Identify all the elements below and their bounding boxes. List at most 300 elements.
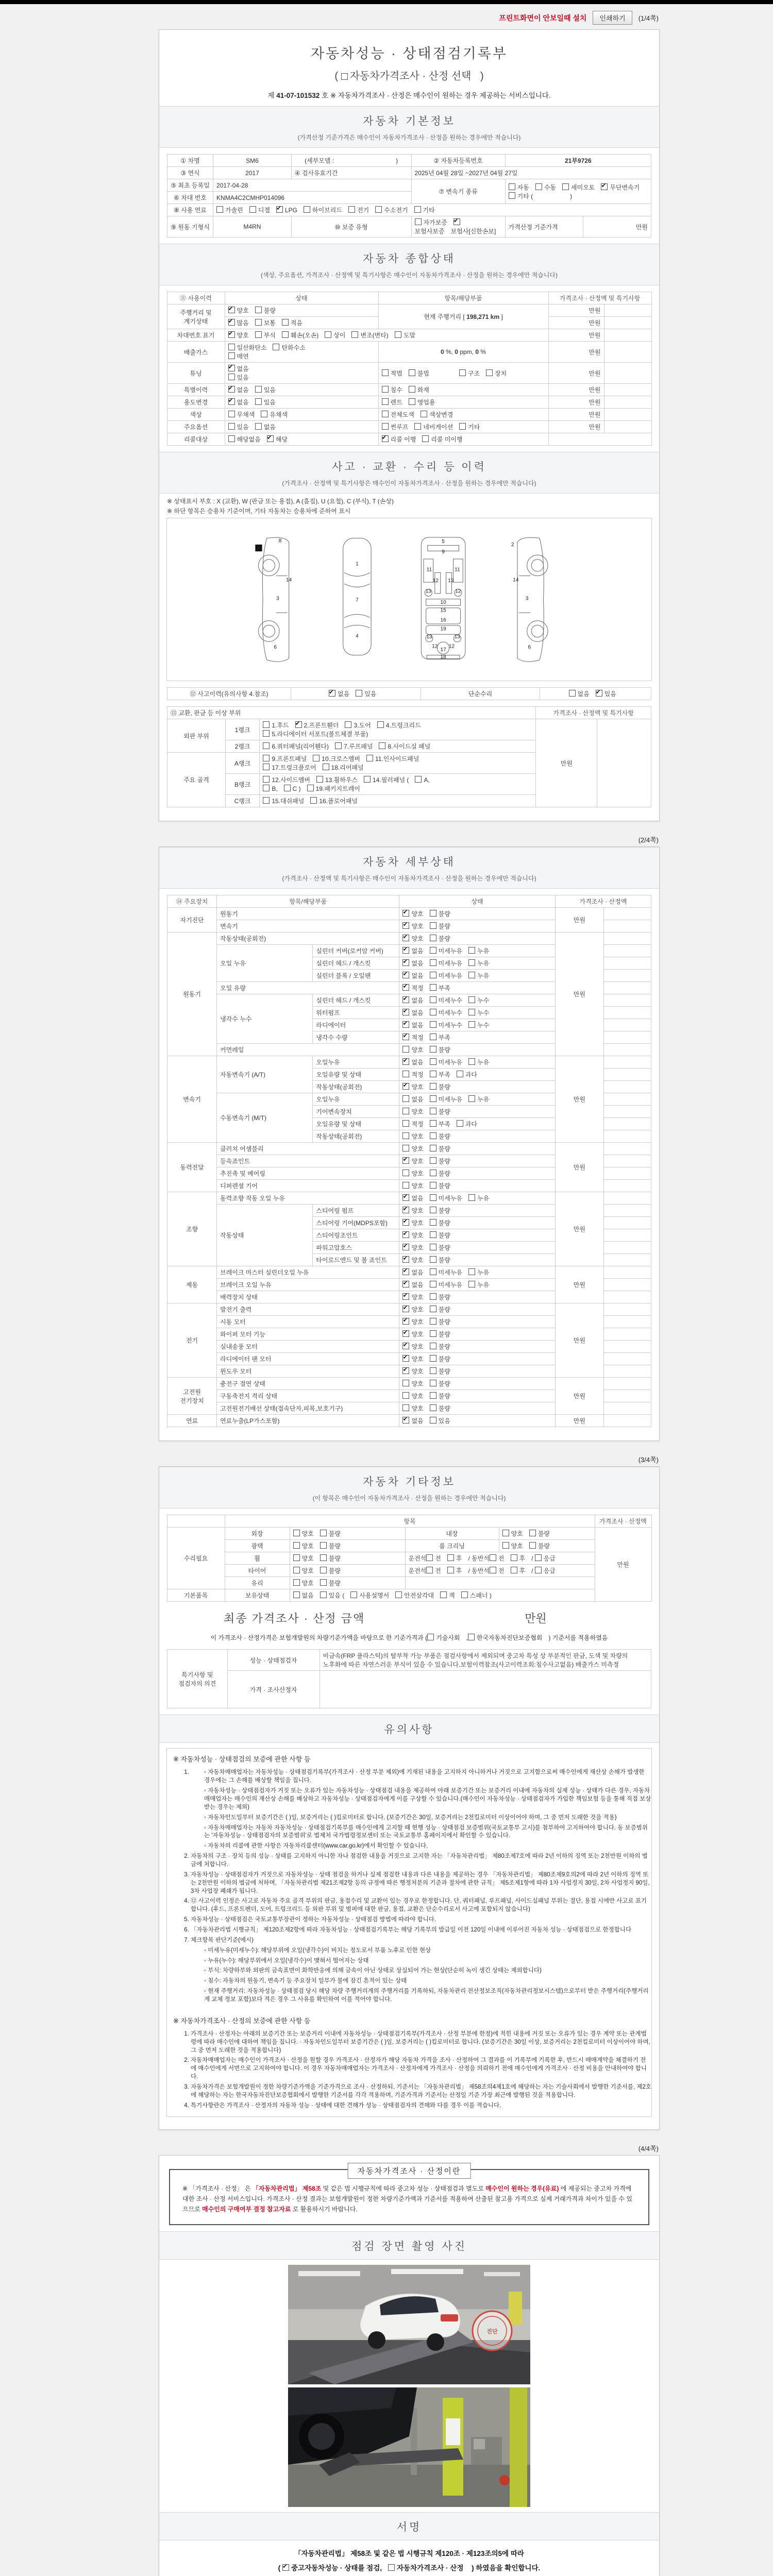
checkbox-checked[interactable] <box>402 1157 409 1164</box>
checkbox[interactable] <box>255 331 262 338</box>
table-cell <box>603 1353 651 1365</box>
checkbox[interactable] <box>535 1567 542 1573</box>
checkbox-label: 전 <box>435 1567 441 1575</box>
table-cell: 작동상태(공회전) <box>217 933 399 945</box>
checkbox-label: 가솔린 <box>225 207 243 214</box>
checkbox[interactable] <box>402 1095 409 1102</box>
checkbox[interactable] <box>320 1591 327 1598</box>
checkbox-label: 8.사이드실 패널 <box>388 743 431 751</box>
checkbox[interactable] <box>379 742 385 749</box>
checkbox[interactable] <box>430 1404 436 1411</box>
checkbox[interactable] <box>430 984 436 991</box>
checkbox[interactable] <box>263 730 270 737</box>
checkbox[interactable] <box>402 1392 409 1399</box>
checkbox[interactable] <box>320 1542 327 1549</box>
table-cell <box>225 396 378 409</box>
checkbox-checked[interactable] <box>402 1207 409 1213</box>
checkbox[interactable] <box>569 690 576 697</box>
checkbox[interactable] <box>228 411 235 417</box>
checkbox[interactable] <box>375 206 382 213</box>
label-inspection-period: ④ 검사유효기간 <box>291 167 411 179</box>
checkbox[interactable] <box>382 411 389 417</box>
checkbox[interactable] <box>263 755 270 761</box>
checkbox-checked[interactable] <box>402 1318 409 1325</box>
checkbox[interactable] <box>430 1231 436 1238</box>
checkbox[interactable] <box>511 1554 517 1561</box>
checkbox[interactable] <box>430 922 436 929</box>
checkbox[interactable] <box>293 1530 300 1536</box>
checkbox[interactable] <box>284 785 291 791</box>
checkbox-checked[interactable] <box>402 1330 409 1337</box>
checkbox[interactable] <box>216 206 223 213</box>
checkbox[interactable] <box>320 1567 327 1573</box>
checkbox-checked[interactable] <box>402 984 409 991</box>
checkbox-checked[interactable] <box>267 435 274 442</box>
checkbox-label: 불량 <box>438 1405 450 1413</box>
checkbox[interactable] <box>263 776 270 783</box>
checkbox-label: 적정 <box>411 1034 424 1042</box>
table-cell <box>603 1069 651 1081</box>
checkbox-checked[interactable] <box>402 1343 409 1349</box>
checkbox-checked[interactable] <box>276 206 283 213</box>
checkbox[interactable] <box>430 947 436 954</box>
value-fuel <box>213 204 651 216</box>
table-cell: 작동상태 <box>217 1205 313 1266</box>
checkbox[interactable] <box>293 1567 300 1573</box>
checkbox[interactable] <box>468 996 475 1003</box>
checkbox-checked[interactable] <box>402 1033 409 1040</box>
checkbox[interactable] <box>350 1591 357 1598</box>
checkbox[interactable] <box>430 1318 436 1325</box>
checkbox[interactable] <box>447 1554 454 1561</box>
checkbox-checked[interactable] <box>402 1083 409 1090</box>
checkbox-checked[interactable] <box>295 721 302 728</box>
checkbox[interactable] <box>430 1367 436 1374</box>
checkbox[interactable] <box>486 369 493 376</box>
checkbox[interactable] <box>395 331 401 338</box>
checkbox[interactable] <box>409 386 415 393</box>
checkbox[interactable] <box>430 935 436 941</box>
checkbox-label: 무채색 <box>237 411 255 418</box>
checkbox[interactable] <box>430 1033 436 1040</box>
table-cell: 가격조사 · 산정액 <box>555 895 651 908</box>
table-cell: 실린더 헤드 / 개스킷 <box>313 957 399 970</box>
checkbox[interactable] <box>461 1591 468 1598</box>
print-install-notice[interactable]: 프린트화면이 안보일때 설치 <box>499 13 587 22</box>
checkbox[interactable] <box>402 1404 409 1411</box>
checkbox-checked[interactable] <box>402 1306 409 1312</box>
print-button[interactable]: 인쇄하기 <box>593 11 632 25</box>
table-cell: 주요옵션 <box>167 421 225 433</box>
checkbox-checked[interactable] <box>402 1219 409 1226</box>
checkbox[interactable] <box>320 1579 327 1586</box>
table-cell: 상태 <box>225 292 378 304</box>
table-row <box>167 688 651 700</box>
table-cell <box>290 1528 405 1540</box>
checkbox[interactable] <box>430 1330 436 1337</box>
checkbox[interactable] <box>430 1009 436 1015</box>
text: %, <box>444 348 455 355</box>
checkbox[interactable] <box>263 721 270 728</box>
text: / <box>531 1555 535 1563</box>
checkbox[interactable] <box>440 1591 447 1598</box>
checkbox-label: LPG <box>285 207 298 214</box>
checkbox[interactable] <box>273 344 279 350</box>
table-cell: 리콜대상 <box>167 433 225 446</box>
checkbox[interactable] <box>430 1392 436 1399</box>
checkbox-checked[interactable] <box>382 435 389 442</box>
checkbox[interactable] <box>316 776 323 783</box>
checkbox[interactable] <box>402 1182 409 1189</box>
checkbox-label: 없음 <box>577 690 590 698</box>
checkbox[interactable] <box>282 331 289 338</box>
checkbox[interactable] <box>414 206 421 213</box>
document-number-line <box>159 90 659 100</box>
checkbox[interactable] <box>310 797 317 804</box>
checkbox[interactable] <box>535 183 542 190</box>
checkbox[interactable] <box>402 1120 409 1127</box>
checkbox[interactable] <box>293 1579 300 1586</box>
checkbox[interactable] <box>430 1120 436 1127</box>
checkbox[interactable] <box>430 1244 436 1250</box>
checkbox[interactable] <box>430 1355 436 1362</box>
checkbox[interactable] <box>430 1343 436 1349</box>
checkbox[interactable] <box>511 1567 517 1573</box>
checkbox-label: 없음 <box>411 1022 424 1029</box>
checkbox[interactable] <box>430 1194 436 1201</box>
checkbox-label: 양호 <box>301 1543 314 1550</box>
checkbox[interactable] <box>468 947 475 954</box>
checkbox-checked[interactable] <box>402 1293 409 1300</box>
checkbox-checked[interactable] <box>402 1231 409 1238</box>
table-cell: 보유상태 <box>225 1589 290 1602</box>
checkbox[interactable] <box>430 1083 436 1090</box>
checkbox[interactable] <box>325 331 331 338</box>
checkbox[interactable] <box>430 1058 436 1065</box>
checkbox[interactable] <box>502 1542 509 1549</box>
checkbox-label: 미세누수 <box>438 1009 463 1017</box>
checkbox[interactable] <box>382 386 389 393</box>
checkbox[interactable] <box>228 435 235 442</box>
checkbox[interactable] <box>335 742 342 749</box>
checkbox[interactable] <box>468 1281 475 1287</box>
checkbox[interactable] <box>304 206 310 213</box>
checkbox[interactable] <box>502 1530 509 1536</box>
checkbox[interactable] <box>293 1542 300 1549</box>
checkbox-label: 전체도색 <box>390 411 414 418</box>
checkbox[interactable] <box>323 764 329 770</box>
checkbox-checked[interactable] <box>402 910 409 917</box>
checkbox[interactable] <box>427 1634 434 1640</box>
checkbox[interactable] <box>430 959 436 966</box>
checkbox[interactable] <box>409 369 415 376</box>
checkbox[interactable] <box>228 423 235 430</box>
checkbox[interactable] <box>468 1021 475 1028</box>
checkbox-checked[interactable] <box>402 1021 409 1028</box>
checkbox[interactable] <box>430 1182 436 1189</box>
checkbox-checked[interactable] <box>228 398 235 405</box>
checkbox[interactable] <box>366 755 373 761</box>
checkbox-checked[interactable] <box>228 386 235 393</box>
checkbox[interactable] <box>377 721 384 728</box>
checkbox[interactable] <box>459 369 466 376</box>
checkbox-checked[interactable] <box>402 947 409 954</box>
checkbox[interactable] <box>490 1567 496 1573</box>
checkbox[interactable] <box>562 183 569 190</box>
final-price-unit: 만원 <box>525 1612 547 1625</box>
text: 현재 주행거리 [ <box>424 313 467 320</box>
notice-item: 4. 특기사항란은 가격조사 · 산정자의 자동차 성능 · 상태에 대한 견해가 성능 · 상태점검자의 견해와 다를 경우 이를 적습니다. <box>191 2102 651 2110</box>
checkbox[interactable] <box>509 192 515 199</box>
checkbox-label: 있음 <box>604 690 616 698</box>
checkbox[interactable] <box>356 690 362 697</box>
table-cell: 오일 유량 <box>217 982 399 994</box>
checkbox[interactable] <box>415 218 422 225</box>
checkbox-label: 자동차가격조사 · 산정 <box>397 2564 464 2572</box>
checkbox-label: 불량 <box>438 1219 450 1227</box>
checkbox-checked[interactable] <box>402 1058 409 1065</box>
checkbox[interactable] <box>490 1554 496 1561</box>
checkbox-checked[interactable] <box>402 1244 409 1250</box>
checkbox[interactable] <box>430 1170 436 1176</box>
notice-item-list <box>167 2030 651 2110</box>
checkbox[interactable] <box>430 996 436 1003</box>
text: ) <box>396 157 398 164</box>
checkbox[interactable] <box>255 319 262 326</box>
checkbox[interactable] <box>402 1071 409 1077</box>
checkbox-label: 불량 <box>438 910 450 918</box>
table-cell: 기본품목 <box>167 1589 225 1602</box>
checkbox[interactable] <box>320 1554 327 1561</box>
checkbox[interactable] <box>414 423 421 430</box>
checkbox-label: 스패너 ) <box>469 1592 492 1600</box>
checkbox[interactable] <box>430 910 436 917</box>
checkbox[interactable] <box>430 1380 436 1386</box>
checkbox[interactable] <box>307 785 314 791</box>
table-cell: ⑪ 사용이력 <box>167 292 225 304</box>
table-row <box>167 1589 651 1602</box>
table-cell <box>499 1540 595 1552</box>
checkbox[interactable] <box>402 1132 409 1139</box>
checkbox[interactable] <box>255 423 262 430</box>
checkbox[interactable] <box>348 206 355 213</box>
checkbox-checked[interactable] <box>402 996 409 1003</box>
checkbox[interactable] <box>430 1256 436 1263</box>
checkbox-checked[interactable] <box>402 1256 409 1263</box>
checkbox-label: 침수 <box>390 386 402 394</box>
checkbox[interactable] <box>529 1530 536 1536</box>
checkbox[interactable] <box>402 1170 409 1176</box>
checkbox-checked[interactable] <box>402 922 409 929</box>
notice-item: 3. 자동차가격은 보험개발원이 정한 차량기준가액을 기준가격으로 조사 · 산정하되, 기준서는 「자동차관리법」 제58조의4제1호에 해당하는 자는 기술사회에서 발행한 기준서를, 제2호에 해당하는 자는 한국자동차진단보증협회에서 발행한 기준서를 각각 적용하며, 기준가격과 기준서는 산정일 기준 가장 최근에 발행된 것을 적용합니다. <box>191 2083 651 2100</box>
checkbox[interactable] <box>457 1120 463 1127</box>
checkbox[interactable] <box>430 1157 436 1164</box>
checkbox[interactable] <box>382 398 389 405</box>
checkbox[interactable] <box>430 1145 436 1151</box>
checkbox[interactable] <box>430 972 436 978</box>
checkbox[interactable] <box>293 1591 300 1598</box>
checkbox-checked[interactable] <box>228 331 235 338</box>
checkbox[interactable] <box>430 1293 436 1300</box>
checkbox-label: 양호 <box>411 1108 424 1116</box>
checkbox-label: 없음 <box>338 690 350 698</box>
checkbox[interactable] <box>426 1567 433 1573</box>
table-cell <box>225 421 378 433</box>
table-row <box>167 363 651 384</box>
text: % <box>479 348 486 355</box>
table-cell <box>260 740 536 753</box>
checkbox-label: 불량 <box>438 1355 450 1363</box>
checkbox-checked[interactable] <box>402 1268 409 1275</box>
checkbox-checked[interactable] <box>453 218 460 225</box>
checkbox-label: 누수 <box>477 997 490 1005</box>
checkbox[interactable] <box>535 1554 542 1561</box>
table-row <box>167 1671 651 1708</box>
checkbox-label: 불량 <box>438 1108 450 1116</box>
checkbox-checked[interactable] <box>402 1367 409 1374</box>
checkbox[interactable] <box>529 1542 536 1549</box>
checkbox-checked[interactable] <box>329 690 335 697</box>
checkbox[interactable] <box>430 1108 436 1114</box>
table-cell <box>603 1378 651 1390</box>
table-cell <box>603 1180 651 1192</box>
checkbox[interactable] <box>422 435 429 442</box>
checkbox-checked[interactable] <box>228 307 235 313</box>
checkbox[interactable] <box>388 2564 395 2571</box>
checkbox[interactable] <box>430 1021 436 1028</box>
checkbox-label: 있음 <box>438 1417 450 1425</box>
checkbox[interactable] <box>430 1132 436 1139</box>
table-row <box>167 1303 651 1316</box>
checkbox-checked[interactable] <box>228 365 235 371</box>
checkbox-label: 불량 <box>328 1530 341 1538</box>
checkbox-checked[interactable] <box>228 319 235 326</box>
checkbox-checked[interactable] <box>402 1281 409 1287</box>
checkbox[interactable] <box>228 352 235 359</box>
checkbox-checked[interactable] <box>402 1194 409 1201</box>
checkbox[interactable] <box>430 1046 436 1053</box>
text: 운전석 <box>408 1555 427 1563</box>
checkbox[interactable] <box>415 776 422 783</box>
table-cell: 원동기 <box>167 933 217 1056</box>
page-marker-3: (3/4쪽) <box>638 1456 659 1464</box>
checkbox-label: 누유 <box>477 1059 490 1066</box>
table-row <box>167 329 651 342</box>
checkbox-checked[interactable] <box>402 1417 409 1423</box>
checkbox[interactable] <box>341 73 348 80</box>
checkbox[interactable] <box>313 755 320 761</box>
checkbox[interactable] <box>395 1591 402 1598</box>
table-cell <box>260 753 536 774</box>
table-row <box>167 1515 651 1528</box>
checkbox[interactable] <box>228 374 235 380</box>
checkbox[interactable] <box>409 398 415 405</box>
checkbox-checked[interactable] <box>282 2564 289 2571</box>
checkbox[interactable] <box>320 1530 327 1536</box>
table-cell <box>399 1143 555 1155</box>
checkbox[interactable] <box>468 1058 475 1065</box>
table-cell <box>378 384 548 396</box>
checkbox[interactable] <box>293 1554 300 1561</box>
checkbox[interactable] <box>430 1281 436 1287</box>
table-cell: 만원 <box>555 1415 603 1427</box>
checkbox-checked[interactable] <box>402 935 409 941</box>
checkbox[interactable] <box>430 1306 436 1312</box>
checkbox-label: 무단변속기 <box>610 183 640 191</box>
checkbox[interactable] <box>402 1046 409 1053</box>
checkbox[interactable] <box>447 1567 454 1573</box>
checkbox[interactable] <box>402 1108 409 1114</box>
checkbox[interactable] <box>263 797 270 804</box>
checkbox[interactable] <box>430 1417 436 1423</box>
checkbox[interactable] <box>364 776 371 783</box>
notice-sublist <box>191 1769 651 1851</box>
checkbox[interactable] <box>468 1194 475 1201</box>
checkbox[interactable] <box>382 423 389 430</box>
checkbox-checked[interactable] <box>402 972 409 978</box>
checkbox[interactable] <box>457 1071 463 1077</box>
checkbox[interactable] <box>402 1380 409 1386</box>
checkbox[interactable] <box>249 206 256 213</box>
checkbox[interactable] <box>282 319 289 326</box>
checkbox[interactable] <box>351 331 358 338</box>
checkbox-checked[interactable] <box>402 1009 409 1015</box>
checkbox[interactable] <box>468 959 475 966</box>
checkbox[interactable] <box>382 369 389 376</box>
checkbox[interactable] <box>261 411 267 417</box>
checkbox[interactable] <box>430 1268 436 1275</box>
checkbox[interactable] <box>263 742 270 749</box>
checkbox[interactable] <box>263 764 270 770</box>
checkbox[interactable] <box>263 785 270 791</box>
checkbox[interactable] <box>426 1554 433 1561</box>
checkbox[interactable] <box>468 1268 475 1275</box>
checkbox[interactable] <box>421 411 427 417</box>
checkbox[interactable] <box>468 1095 475 1102</box>
checkbox-checked[interactable] <box>402 1355 409 1362</box>
checkbox[interactable] <box>228 344 235 350</box>
checkbox-checked[interactable] <box>596 690 602 697</box>
pricing-highlight: 매수인의 구매여부 결정 참고자료 <box>202 2206 291 2213</box>
checkbox[interactable] <box>430 1095 436 1102</box>
checkbox[interactable] <box>430 1071 436 1077</box>
table-cell <box>603 1316 651 1328</box>
checkbox[interactable] <box>468 1009 475 1015</box>
checkbox-checked[interactable] <box>601 183 608 190</box>
checkbox[interactable] <box>402 1145 409 1151</box>
checkbox[interactable] <box>255 386 262 393</box>
table-cell <box>603 1217 651 1229</box>
checkbox[interactable] <box>430 1219 436 1226</box>
table-cell: 만원 <box>548 329 604 342</box>
checkbox[interactable] <box>255 398 262 405</box>
checkbox[interactable] <box>468 1634 475 1640</box>
checkbox-label: 양호 <box>411 1318 424 1326</box>
checkbox[interactable] <box>509 183 515 190</box>
checkbox[interactable] <box>345 721 351 728</box>
checkbox[interactable] <box>459 423 466 430</box>
checkbox[interactable] <box>468 972 475 978</box>
checkbox-label: 미세누유 <box>438 972 463 980</box>
table-cell <box>260 719 536 740</box>
text: ) 하였음을 확인합니다. <box>469 2564 541 2572</box>
checkbox-label: 없음 <box>237 399 249 406</box>
checkbox-checked[interactable] <box>402 959 409 966</box>
checkbox[interactable] <box>430 1207 436 1213</box>
table-cell: 휠 <box>225 1552 290 1565</box>
checkbox[interactable] <box>255 307 262 313</box>
checkbox-label: 12.사이드멤버 <box>272 776 310 784</box>
